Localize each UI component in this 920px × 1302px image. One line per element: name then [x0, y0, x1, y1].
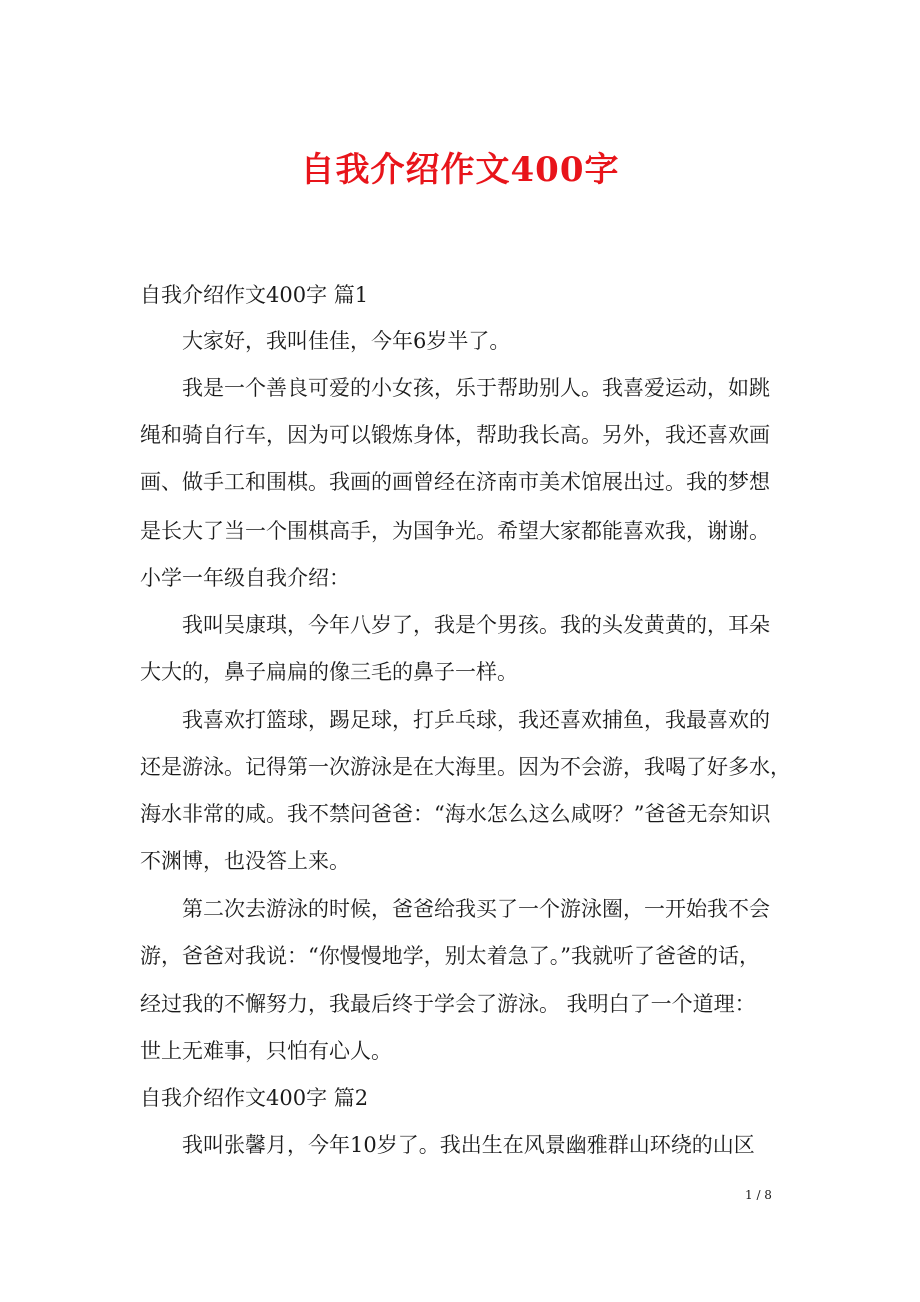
section-heading-1: 自我介绍作文400字 篇1 — [140, 283, 369, 307]
paragraph-line: 世上无难事，只怕有心人。 — [140, 1039, 392, 1063]
paragraph-line: 游，爸爸对我说：“你慢慢地学，别太着急了。”我就听了爸爸的话， — [140, 944, 760, 968]
paragraph-line: 画、做手工和围棋。我画的画曾经在济南市美术馆展出过。我的梦想 — [140, 470, 770, 494]
paragraph-line: 是长大了当一个围棋高手，为国争光。希望大家都能喜欢我，谢谢。 — [140, 519, 770, 543]
paragraph-line: 还是游泳。记得第一次游泳是在大海里。因为不会游，我喝了好多水， — [140, 755, 791, 779]
paragraph-line: 第二次去游泳的时候，爸爸给我买了一个游泳圈，一开始我不会 — [182, 897, 770, 921]
paragraph-line: 我喜欢打篮球，踢足球，打乒乓球，我还喜欢捕鱼，我最喜欢的 — [182, 708, 770, 732]
paragraph-line: 大家好，我叫佳佳，今年6岁半了。 — [182, 329, 511, 353]
paragraph-line: 我是一个善良可爱的小女孩，乐于帮助别人。我喜爱运动，如跳 — [182, 376, 770, 400]
paragraph-line: 海水非常的咸。我不禁问爸爸：“海水怎么这么咸呀？”爸爸无奈知识 — [140, 802, 771, 826]
paragraph-line: 小学一年级自我介绍： — [140, 566, 350, 590]
page-number: 1 / 8 — [745, 1188, 772, 1202]
paragraph-line: 不渊博，也没答上来。 — [140, 849, 350, 873]
paragraph-line: 我叫吴康琪，今年八岁了，我是个男孩。我的头发黄黄的，耳朵 — [182, 613, 770, 637]
paragraph-line: 经过我的不懈努力，我最后终于学会了游泳。 我明白了一个道理： — [140, 992, 756, 1016]
paragraph-line: 我叫张馨月，今年10岁了。我出生在风景幽雅群山环绕的山区 — [182, 1133, 755, 1157]
document-title: 自我介绍作文400字 — [300, 150, 620, 190]
paragraph-line: 绳和骑自行车，因为可以锻炼身体，帮助我长高。另外，我还喜欢画 — [140, 423, 770, 447]
section-heading-2: 自我介绍作文400字 篇2 — [140, 1086, 369, 1110]
paragraph-line: 大大的，鼻子扁扁的像三毛的鼻子一样。 — [140, 660, 518, 684]
